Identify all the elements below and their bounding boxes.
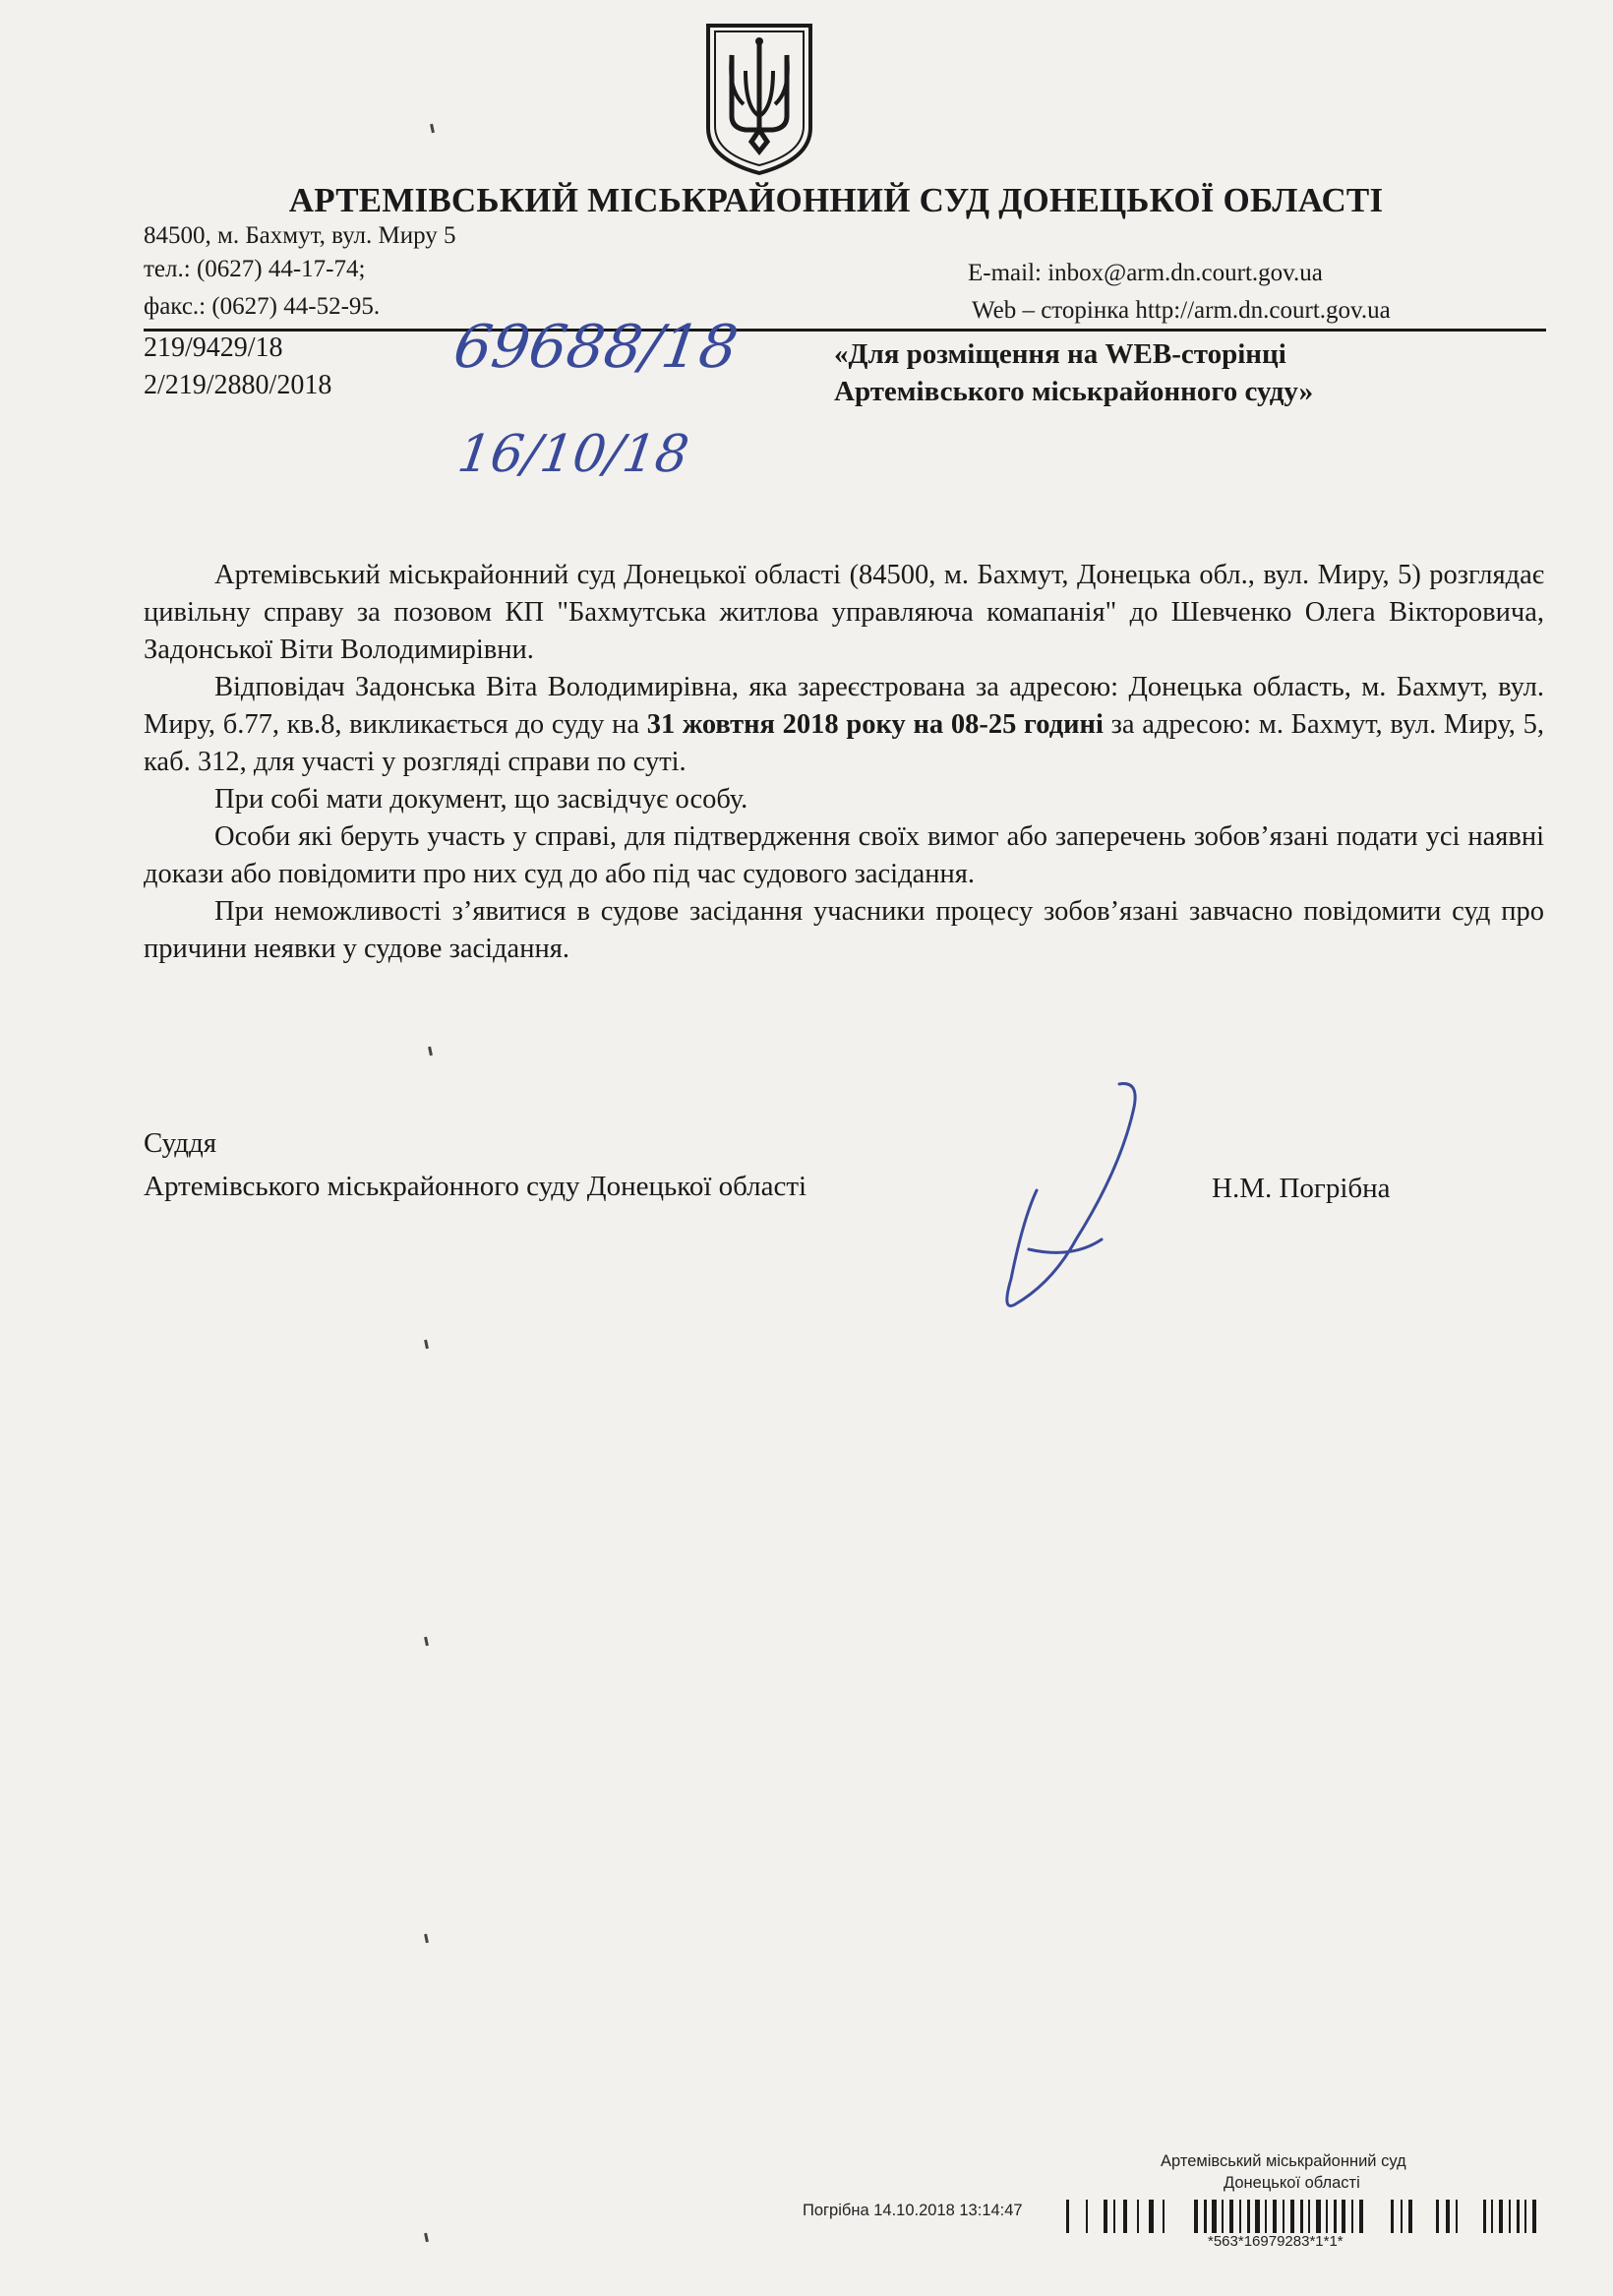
signer-role: Суддя xyxy=(144,1127,217,1159)
summons-body xyxy=(144,557,1544,968)
proceeding-number: 2/219/2880/2018 xyxy=(144,370,332,400)
stamp-court-line1: Артемівський міськрайонний суд xyxy=(1161,2152,1406,2170)
scan-speck xyxy=(424,1637,429,1646)
court-web: Web – сторінка http://arm.dn.court.gov.ua xyxy=(972,297,1391,324)
paragraph-absence: При неможливості з’явитися в судове засідання учасники процесу зобов’язані завчасно повідомити суд про причини неявки у судове засідання. xyxy=(144,896,1544,964)
scan-speck xyxy=(424,1340,429,1349)
court-email: E-mail: inbox@arm.dn.court.gov.ua xyxy=(968,260,1323,286)
header-divider xyxy=(144,329,1546,332)
court-phone: тел.: (0627) 44-17-74; xyxy=(144,256,366,282)
paragraph-summons: Відповідач Задонська Віта Володимирівна, яка зареєстрована за адресою: Донецька область, м. Бахмут, вул. Миру, б.77, кв.8, викликається до суду на 31 жовтня 2018 року на 08-25 годині за адресою: м. Бахмут, вул. Миру, 5, каб. 312, для участі у розгляді справи по суті. xyxy=(144,672,1544,777)
handwritten-signature xyxy=(993,1072,1170,1318)
signer-court: Артемівського міськрайонного суду Донецької області xyxy=(144,1171,807,1202)
coat-of-arms-icon xyxy=(702,22,816,177)
court-title: АРТЕМІВСЬКИЙ МІСЬКРАЙОННИЙ СУД ДОНЕЦЬКОЇ ОБЛАСТІ xyxy=(288,181,1384,219)
barcode-text: *563*16979283*1*1* xyxy=(1208,2233,1344,2250)
hearing-date-time: 31 жовтня 2018 року на 08-25 годині xyxy=(646,709,1104,740)
scan-speck xyxy=(424,1934,429,1943)
stamp-signer-time: Погрібна 14.10.2018 13:14:47 xyxy=(803,2202,1023,2219)
stamp-court-line2: Донецької області xyxy=(1224,2174,1360,2192)
handwritten-date: 16/10/18 xyxy=(453,425,692,484)
court-address: 84500, м. Бахмут, вул. Миру 5 xyxy=(144,222,456,249)
paragraph-case-intro: Артемівський міськрайонний суд Донецької області (84500, м. Бахмут, Донецька обл., вул. Миру, 5) розглядає цивільну справу за позовом КП "Бахмутська житлова управляюча комапанія" до Шевченко Олега Вікторовича, Задонської Віти Володимирівни. xyxy=(144,560,1544,665)
signer-name: Н.М. Погрібна xyxy=(1212,1173,1391,1204)
paragraph-evidence: Особи які беруть участь у справі, для підтвердження своїх вимог або заперечень зобов’язані подати усі наявні докази або повідомити про них суд до або під час судового засідання. xyxy=(144,821,1544,889)
case-number: 219/9429/18 xyxy=(144,332,283,363)
paragraph-id-document: При собі мати документ, що засвідчує особу. xyxy=(214,784,748,815)
scan-speck xyxy=(424,2233,429,2242)
web-note-line2: Артемівського міськрайонного суду» xyxy=(834,376,1314,407)
handwritten-outgoing-number: 69688/18 xyxy=(449,313,743,382)
scan-speck xyxy=(430,124,435,133)
scan-speck xyxy=(428,1047,433,1056)
court-fax: факс.: (0627) 44-52-95. xyxy=(144,293,381,320)
web-note-line1: «Для розміщення на WEB-сторінці xyxy=(834,338,1286,370)
document-barcode xyxy=(1066,2198,1542,2235)
